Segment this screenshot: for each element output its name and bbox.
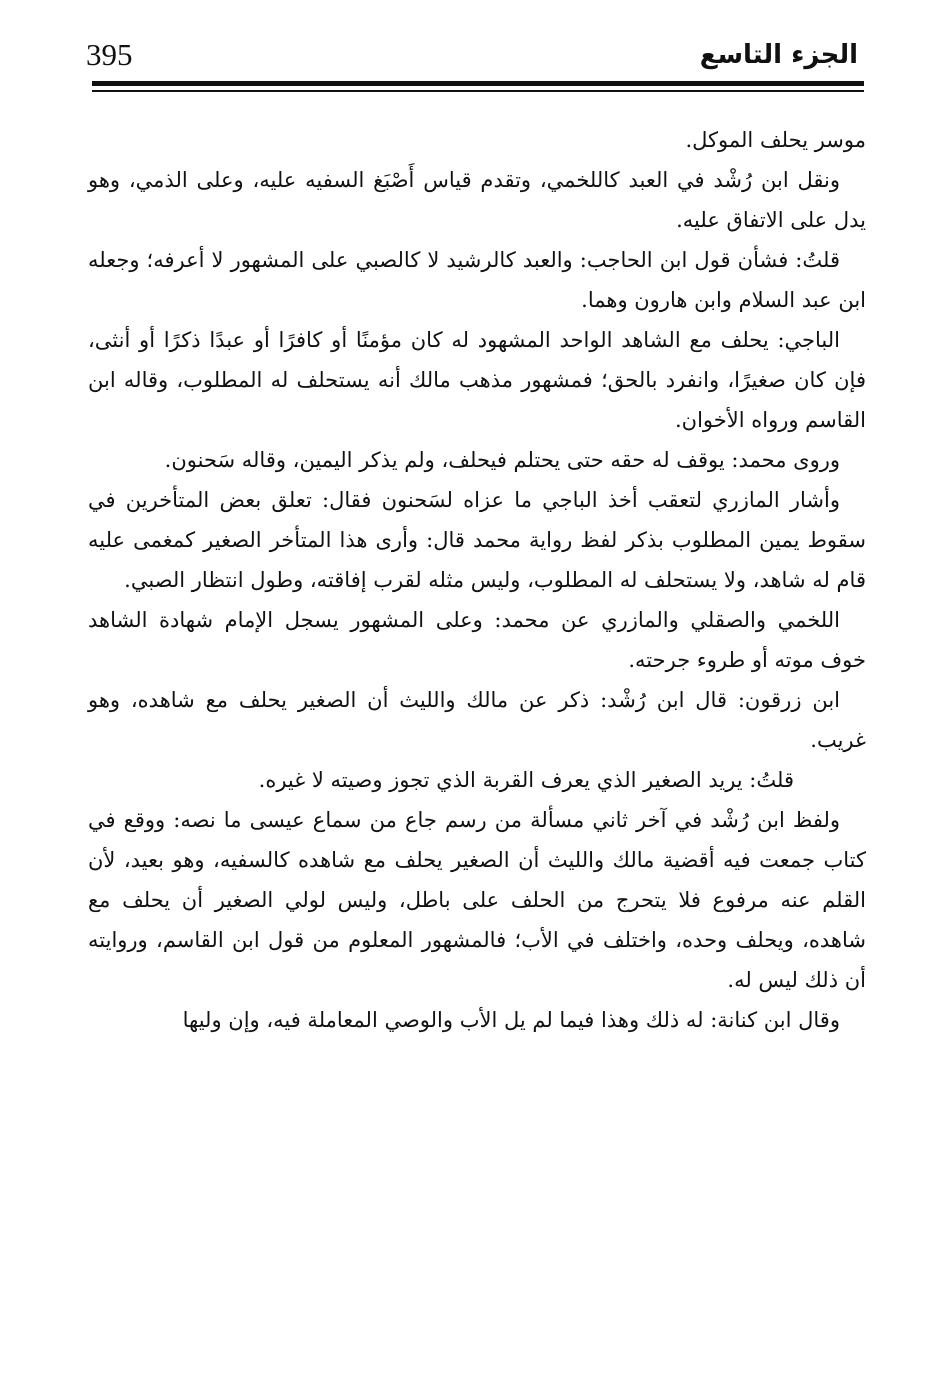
running-title: الجزء التاسع [699,40,858,70]
paragraph: الباجي: يحلف مع الشاهد الواحد المشهود له كان مؤمنًا أو كافرًا أو عبدًا ذكرًا أو أنثى، فإن كان صغيرًا، وانفرد بالحق؛ فمشهور مذهب مالك أنه يستحلف له المطلوب، وقاله ابن القاسم ورواه الأخوان. [88,328,866,432]
paragraph: قلتُ: فشأن قول ابن الحاجب: والعبد كالرشيد لا كالصبي على المشهور لا أعرفه؛ وجعله ابن عبد السلام وابن هارون وهما. [88,248,866,312]
paragraph: ولفظ ابن رُشْد في آخر ثاني مسألة من رسم جاع من سماع عيسى ما نصه: ووقع في كتاب جمعت فيه أقضية مالك والليث أن الصغير يحلف مع شاهده كالسفيه، وهو بعيد، لأن القلم عنه مرفوع فلا يتحرج من الحلف على باطل، وليس لولي الصغير أن يحلف مع شاهده، ويحلف وحده، واختلف في الأب؛ فالمشهور المعلوم من قول ابن القاسم، وروايته أن ذلك ليس له. [88,808,866,992]
header-rule-thin [92,90,864,92]
header-rule-thick [92,81,864,86]
body-text [88,120,866,1040]
paragraph: وروى محمد: يوقف له حقه حتى يحتلم فيحلف، ولم يذكر اليمين، وقاله سَحنون. [164,448,840,472]
paragraph: وقال ابن كنانة: له ذلك وهذا فيما لم يل الأب والوصي المعاملة فيه، وإن وليها [182,1008,840,1032]
paragraph: اللخمي والصقلي والمازري عن محمد: وعلى المشهور يسجل الإمام شهادة الشاهد خوف موته أو طروء جرحته. [88,608,866,672]
page-number: 395 [86,37,133,72]
paragraph: ونقل ابن رُشْد في العبد كاللخمي، وتقدم قياس أَصْبَغ السفيه عليه، وعلى الذمي، وهو يدل على الاتفاق عليه. [88,168,866,232]
paragraph: موسر يحلف الموكل. [685,128,866,152]
paragraph: وأشار المازري لتعقب أخذ الباجي ما عزاه لسَحنون فقال: تعلق بعض المتأخرين في سقوط يمين المطلوب بذكر لفظ رواية محمد قال: وأرى هذا المتأخر الصغير كمغمى عليه قام له شاهد، ولا يستحلف له المطلوب، وليس مثله لقرب إفاقته، وطول انتظار الصبي. [88,488,866,592]
paragraph: قلتُ: يريد الصغير الذي يعرف القربة الذي تجوز وصيته لا غيره. [258,768,794,792]
paragraph: ابن زرقون: قال ابن رُشْد: ذكر عن مالك والليث أن الصغير يحلف مع شاهده، وهو غريب. [88,688,866,752]
